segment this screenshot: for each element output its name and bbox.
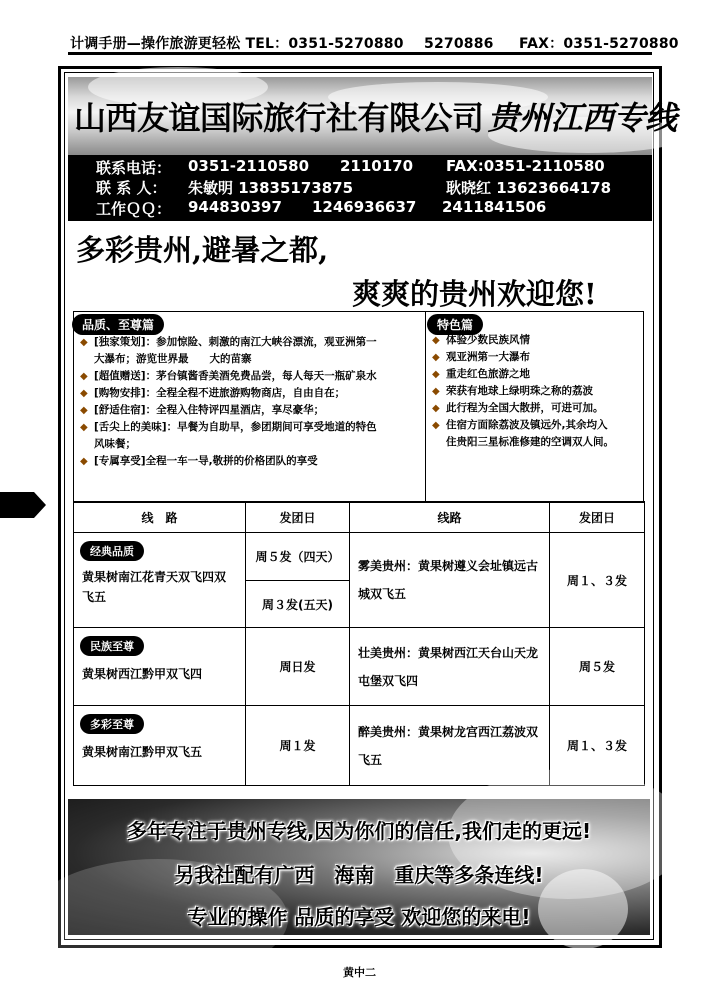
list-item-text: 荣获有地球上绿明珠之称的荔波 [446,385,593,397]
routes-table [73,501,645,786]
phone-label: 联系电话： [96,159,172,177]
title-banner [68,77,677,155]
special-title: 特色篇 [427,314,483,335]
qq-1: 944830397 [188,198,282,216]
list-item-text: [专属享受]全程一车一导,敬拼的价格团队的享受 [94,455,318,467]
routes-header-row [74,502,645,533]
list-item-text: [舒适住宿]：全程入住特评四星酒店，享尽豪华； [94,404,325,416]
company-name: 山西友谊国际旅行社有限公司 [74,99,484,137]
list-item [430,366,642,383]
bullet-diamond-icon: ◆ [80,422,88,433]
quality-list [78,334,423,470]
route-day: 周１、３发 [550,706,645,786]
list-item-continuation: 住贵阳三星标准修建的空调双人间。 [446,436,614,448]
bullet-diamond-icon: ◆ [432,420,440,431]
bullet-diamond-icon: ◆ [80,371,88,382]
bottom-line-2: 另我社配有广西 海南 重庆等多条连线! [174,863,544,887]
list-item [78,385,423,402]
list-item-text: [超值赠送]：茅台镇酱香美酒免费品尝，每人每天一瓶矿泉水 [94,370,377,382]
list-item [430,400,642,417]
bottom-line-1: 多年专注于贵州专线,因为你们的信任,我们走的更远! [126,819,592,843]
route-day: 周５发 [550,628,645,706]
header-route-right: 线路 [350,502,550,533]
route-cell-left [74,628,246,706]
list-item [78,368,423,385]
route-day: 周１、３发 [550,533,645,628]
header-line [70,33,679,53]
route-name: 黄果树南江黔甲双飞五 [82,745,203,759]
bullet-diamond-icon: ◆ [80,337,88,348]
special-list [430,332,642,451]
header-tel: 0351-5270880 [288,36,404,52]
person-1: 朱敏明 13835173875 [188,179,354,197]
route-name: 醉美贵州：黄果树龙宫西江荔波双飞五 [358,724,539,767]
header-fax-label: FAX： [518,36,564,52]
fax-number: FAX:0351-2110580 [446,157,605,175]
list-item-text: 观亚洲第一大瀑布 [446,351,530,363]
route-day: 周３发(五天) [246,581,350,628]
list-item [78,402,423,419]
slogan-line-1: 多彩贵州,避暑之都, [76,233,329,267]
header-tagline: 计调手册—操作旅游更轻松 [70,36,241,52]
features-box [73,311,644,503]
header-route-left: 线 路 [74,502,246,533]
list-item-continuation: 大瀑布；游览世界最 大的苗寨 [94,353,252,365]
route-tag: 多彩至尊 [80,714,144,734]
route-day: 周１发 [246,706,350,786]
line-name: 贵州江西专线 [487,99,677,137]
header-day-right: 发团日 [550,502,645,533]
bullet-diamond-icon: ◆ [432,352,440,363]
bullet-diamond-icon: ◆ [432,335,440,346]
route-cell-left [74,706,246,786]
bullet-diamond-icon: ◆ [80,405,88,416]
route-name: 黄果树西江黔甲双飞四 [82,667,203,681]
list-item-text: 住宿方面除荔波及镇远外,其余均入 [446,419,608,431]
phone-1: 0351-2110580 [188,157,310,175]
header-tel2: 5270886 [424,36,494,52]
list-item-text: [购物安排]：全程全程不进旅游购物商店，自由自在； [94,387,346,399]
qq-label: 工作ＱＱ： [96,200,172,218]
list-item-text: [舌尖上的美味]：早餐为自助早，参团期间可享受地道的特色 [94,421,377,433]
bullet-diamond-icon: ◆ [432,403,440,414]
list-item-text: [独家策划]：参加惊险、刺激的南江大峡谷漂流，观亚洲第一 [94,336,377,348]
list-item [78,453,423,470]
list-item-text: 体验少数民族风情 [446,334,530,346]
header-tel-label: TEL： [245,36,289,52]
person-2: 耿晓红 13623664178 [446,179,612,197]
route-tag: 经典品质 [80,541,144,561]
person-label: 联 系 人： [96,179,167,197]
route-name: 壮美贵州：黄果树西江天台山天龙屯堡双飞四 [358,645,539,688]
list-item-text: 重走红色旅游之地 [446,368,530,380]
bullet-diamond-icon: ◆ [80,388,88,399]
route-tag: 民族至尊 [80,636,144,656]
header-rule [68,52,652,55]
bottom-line-3: 专业的操作 品质的享受 欢迎您的来电! [187,905,531,929]
route-day: 周日发 [246,628,350,706]
route-name: 雾美贵州：黄果树遵义会址镇远古城双飞五 [358,559,539,601]
list-item [430,383,642,400]
header-day-left: 发团日 [246,502,350,533]
list-item-continuation: 风味餐； [94,438,136,450]
list-item [430,332,642,349]
features-divider [425,312,426,502]
table-row [74,533,645,581]
header-fax: 0351-5270880 [563,36,679,52]
contact-block [68,155,652,221]
list-item-text: 此行程为全国大散拼，可进可加。 [446,402,604,414]
route-day: 周５发（四天） [246,533,350,581]
qq-2: 1246936637 [312,198,417,216]
quality-title: 品质、至尊篇 [72,314,164,335]
title-text [74,93,677,139]
route-name: 黄果树南江花青天双飞四双飞五 [82,570,227,604]
bullet-diamond-icon: ◆ [80,456,88,467]
list-item [430,349,642,366]
route-cell-left [74,533,246,628]
table-row [74,628,645,706]
page-label: 黄中二 [343,966,376,979]
phone-2: 2110170 [340,157,414,175]
slogan-line-2: 爽爽的贵州欢迎您! [352,277,597,311]
bullet-diamond-icon: ◆ [432,386,440,397]
list-item [430,417,642,434]
qq-3: 2411841506 [442,198,547,216]
bullet-diamond-icon: ◆ [432,369,440,380]
route-cell-right [350,533,550,628]
list-item [78,419,423,436]
route-cell-right [350,628,550,706]
list-item [78,334,423,351]
bottom-banner [68,799,650,935]
side-arrow-tab [0,492,34,518]
